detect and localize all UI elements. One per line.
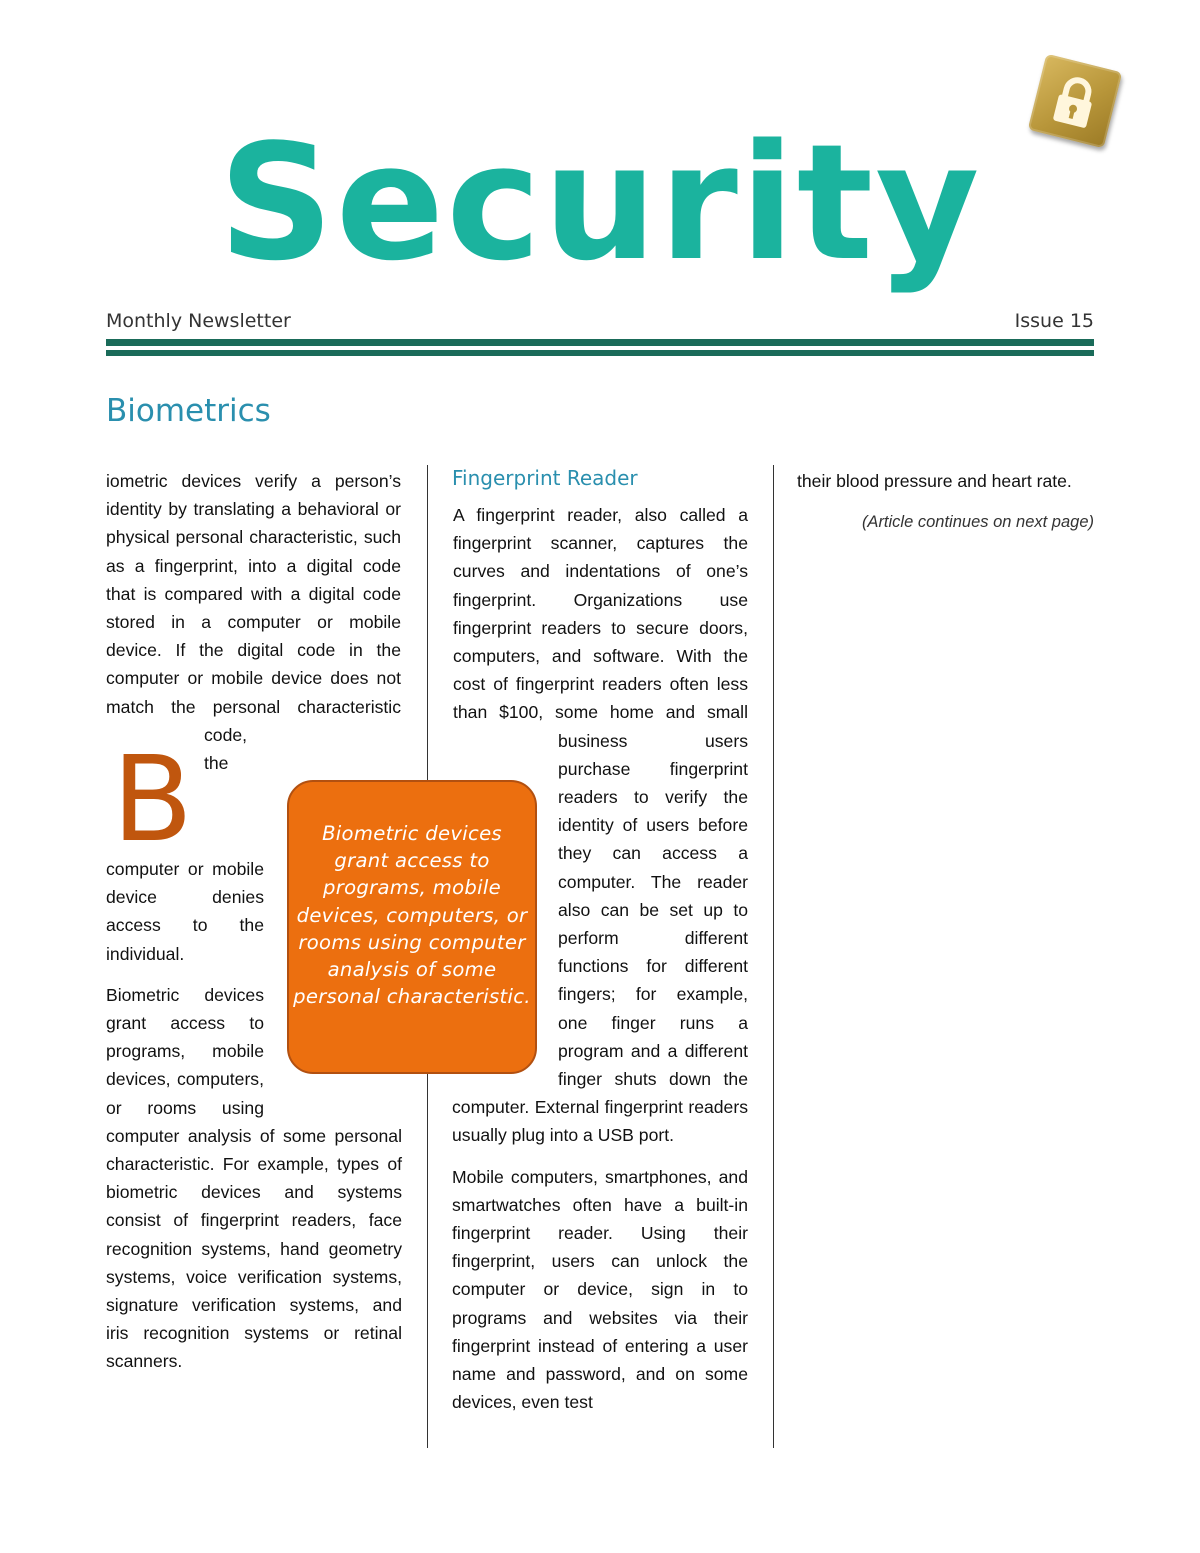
section-heading: Fingerprint Reader — [452, 466, 638, 490]
article-title: Biometrics — [106, 393, 271, 429]
column-divider — [773, 465, 774, 1448]
article-paragraph: their blood pressure and heart rate. — [797, 471, 1072, 491]
drop-cap: B — [112, 730, 193, 868]
pull-quote: Biometric devices grant access to programs, mobile devices, computers, or rooms using computer analysis of some personal characteristic. — [287, 780, 537, 1074]
article-paragraph: A fingerprint reader, also called a fingerprint scanner, captures the curves and indentations of one’s fingerprint. Organizations use fingerprint readers to secure doors, computers, and software. With the cost of fingerprint readers often less than $100, some home and small business users purchase fingerprint readers to verify the identity of users before they can access a computer. The reader also can be set up to perform different functions for different fingers; for example, one finger runs a program and a different finger shuts down the computer. External fingerprint readers usually plug into a USB port. — [452, 505, 748, 1146]
article-text: iometric devices verify a person’s identity by translating a behavioral or physical personal characteristic, such as a fingerprint, into a digital code that is compared with a digital code stored in a computer or mobile device. If the digital code in the computer or mobile device does not match the personal characteristic code, the computer or mobile device denies access to the individual. — [106, 471, 401, 964]
wrap-spacer — [401, 467, 402, 749]
newsletter-label: Monthly Newsletter — [106, 310, 291, 332]
issue-number: Issue 15 — [1014, 310, 1094, 332]
newsletter-title: Security — [218, 109, 982, 296]
article-paragraph: Biometric devices grant access to programs, mobile devices, computers, or rooms using computer analysis of some personal characteristic. For example, types of biometric devices and systems consist of fingerprint readers, face recognition systems, hand geometry systems, voice verification systems, signature verification systems, and iris recognition systems or retinal scanners. — [106, 984, 402, 1372]
article-paragraph: Mobile computers, smartphones, and smartwatches often have a built-in fingerprint reader. Using their fingerprint, users can unlock the computer or device, sign in to programs and websites via their fingerprint instead of entering a user name and password, and on some devices, even test — [452, 1166, 748, 1413]
article-column-3 — [797, 467, 1094, 549]
header-rule-thin — [106, 350, 1094, 356]
header-rule-thick — [106, 339, 1094, 346]
continued-note: (Article continues on next page) — [861, 513, 1094, 532]
